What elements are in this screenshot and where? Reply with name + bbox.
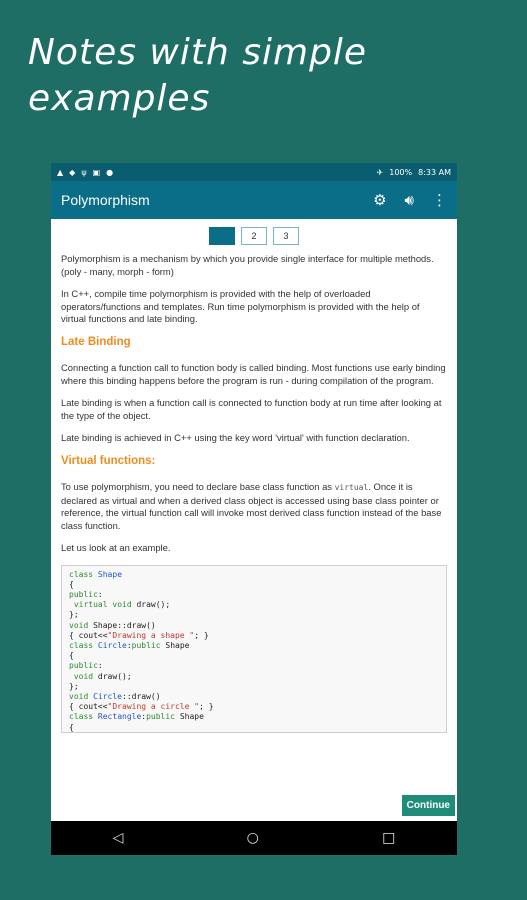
location-icon: ● bbox=[106, 167, 114, 177]
status-bar bbox=[51, 163, 457, 181]
device-screen bbox=[51, 163, 457, 855]
code-line: class Circle:public Shape bbox=[69, 640, 190, 650]
code-line: void Circle::draw() bbox=[69, 691, 161, 701]
recents-icon[interactable]: □ bbox=[382, 830, 396, 846]
code-line: { bbox=[69, 651, 74, 661]
home-icon[interactable]: ○ bbox=[246, 830, 259, 846]
inline-code: virtual bbox=[334, 483, 369, 492]
code-line: }; bbox=[69, 681, 79, 691]
paragraph: Late binding is when a function call is connected to function body at run time after looking at the type of the object. bbox=[61, 397, 442, 421]
lock-icon: ▣ bbox=[92, 167, 101, 177]
continue-button[interactable]: Continue bbox=[402, 795, 455, 816]
shield-icon: ◆ bbox=[69, 167, 76, 177]
bottom-bar bbox=[51, 793, 457, 821]
paragraph: Polymorphism is a mechanism by which you provide single interface for multiple methods. (poly - many, morph - form) bbox=[61, 253, 434, 277]
code-line: virtual void draw(); bbox=[73, 600, 171, 610]
speaker-icon[interactable]: 🔊︎ bbox=[404, 191, 414, 209]
promo-headline bbox=[28, 30, 367, 122]
code-line: public: bbox=[69, 661, 103, 671]
notification-icon: ▲ bbox=[57, 167, 64, 177]
more-vert-icon[interactable]: ⋮ bbox=[432, 191, 447, 209]
app-bar bbox=[51, 181, 457, 219]
code-line: public: bbox=[69, 589, 103, 599]
paragraph: In C++, compile time polymorphism is provided with the help of overloaded operators/functions and templates. Run time polymorphism is provided with the help of virtual functions and late binding. bbox=[61, 288, 420, 324]
code-line: { cout<<"Drawing a shape "; } bbox=[69, 630, 209, 640]
paragraph-text: To use polymorphism, you need to declare base class function as bbox=[61, 481, 335, 492]
gear-icon[interactable]: ⚙ bbox=[373, 191, 387, 209]
lesson-content bbox=[51, 249, 457, 733]
code-line: class Shape bbox=[69, 569, 123, 579]
back-icon[interactable]: ◁ bbox=[112, 830, 124, 846]
page-title: Polymorphism bbox=[61, 192, 150, 208]
paragraph-text: . Once it is declared as virtual and when a derived class object is accessed using base class pointer or reference, the virtual function call will invoke most derived class function instead of the base class function. bbox=[61, 481, 442, 531]
promo-line-2: examples bbox=[28, 78, 211, 119]
section-heading: Virtual functions: bbox=[61, 454, 156, 467]
code-line: { cout<<"Drawing a circle "; } bbox=[69, 702, 214, 712]
paragraph: Late binding is achieved in C++ using the key word 'virtual' with function declaration. bbox=[61, 432, 410, 443]
code-block[interactable] bbox=[61, 565, 447, 733]
code-line: { bbox=[69, 722, 74, 732]
battery-label: 100% bbox=[389, 167, 413, 177]
code-line: }; bbox=[69, 610, 79, 620]
page-selector bbox=[51, 219, 457, 249]
system-nav-bar bbox=[51, 821, 457, 855]
paragraph: Connecting a function call to function body is called binding. Most functions use early binding where this binding happens before the program is run - during compilation of the program. bbox=[61, 362, 446, 386]
paragraph: Let us look at an example. bbox=[61, 542, 171, 553]
clock: 8:33 AM bbox=[418, 167, 451, 177]
promo-line-1: Notes with simple bbox=[28, 32, 368, 73]
section-heading: Late Binding bbox=[61, 335, 131, 348]
paragraph bbox=[61, 481, 447, 532]
code-line: void draw(); bbox=[73, 671, 132, 681]
usb-icon: ψ bbox=[81, 167, 87, 177]
code-line: { bbox=[69, 579, 74, 589]
airplane-icon: ✈ bbox=[376, 167, 384, 177]
code-line: void Shape::draw() bbox=[69, 620, 156, 630]
page-button-2[interactable]: 2 bbox=[241, 227, 267, 245]
code-line: class Rectangle:public Shape bbox=[69, 712, 204, 722]
page-button-3[interactable]: 3 bbox=[273, 227, 299, 245]
page-button-1[interactable]: 1 bbox=[209, 227, 235, 245]
